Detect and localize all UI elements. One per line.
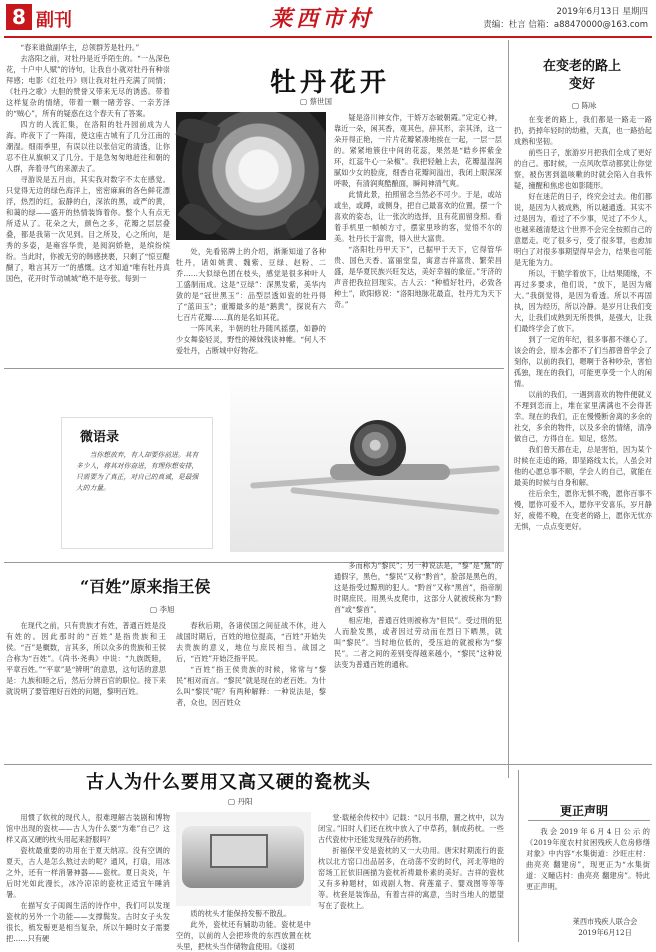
paragraph: 处，先看铭牌上的介绍，渐渐知道了各种牡丹，诸如姚黄、魏紫、豆绿、赵粉、二乔……大似绿色团在枝头，感觉是很多种叶人工盛制而成。这是“豆绿”：深黑发紫，美华内敛的是“冠世黑玉”：品型层透如瓷的牡丹得了“蓝田玉”；重瓣最多的是“鹅黄”，探说有六七百片花瓣……真的是名如其花。 [176,247,326,322]
paragraph: 折福保平安是瓷枕的又一大功用。唐宋时期流行的瓷枕以北方窑口出品居多，在动荡不安的时代，河北等地的窑场工匠依旧画描为瓷枕祈祷最朴素的美好。吉祥的瓷枕又有多种题材，如戏剧人物、荷莲童子、婴戏图等等等等。枕套是装饰品，有着吉祥的寓意，当时当地人的愿望写在了瓷枕上。 [318,846,504,910]
baixing-col-1 [6,620,166,760]
statement-rule [528,820,650,821]
paragraph: 我会2019年6月4日公示的《2019年度农村贫困残疾人危房修缮对象》中内容“水集街道：沙旺庄村：曲亮亮 翻建房”，现更正为“水集街道：义疃店村：曲亮亮 翻建房”。特此更正声明。 [526,827,650,891]
micro-quote-label: 微语录 [80,430,120,445]
peony-author-name: 蔡世国 [309,97,332,106]
paragraph: 堂·载秘余传权中》记载：“以月书鼎，置之枕中，以为闭宝。”旧时人们还在枕中放入了中草药，制成药枕。一些古代瓷枕中还能发现残存的药物。 [318,813,504,844]
paragraph: 好在迷茫的日子，终究会过去。他们都说，是因为人被成熟，所以越通透。其实不过是因为，看过了不少事，见过了不少人，也越来越清楚这个世界不会完全按照自己的意愿走。吃了很多亏，受了很多罪，也愈加明白了对很多事期望得早会力，结果也可能是无能为力。 [514,192,652,267]
peony-col-3 [334,112,502,364]
pillow-panel [210,834,268,868]
pillow-author-name: 丹阳 [237,797,253,806]
header-rule [4,36,652,38]
porcelain-pillow-image [176,812,311,906]
paragraph: 我们曾天都在走，总是害怕，因为某个时候在走追的路，即显路线太长，人虽会对他的心愿总事不顺，学会人的自己，就能在最美的时候与自身和解。 [514,445,652,487]
paragraph: “春来谁做副华主，总领群芳是牡丹。” [20,43,140,52]
aging-body [514,114,652,774]
date-line: 2019年6月13日 星期四 [556,7,648,17]
baixing-title: “百姓”原来指王侯 [80,577,211,596]
paragraph: 去洛阳之前，对牡丹是近乎陌生的。“一丛深色花，十户中人赋”的诗句，让我自小就对牡丹有种崇拜感；电影《红牡丹》则让我对牡丹充满了同情；《牡丹之歌》大胆的赞誉又带来无尽的诱惑。带着这样复杂的情绪，带着一颗一睹芳容、一亲芳泽的“贼心”，所有的疑惑在这个春天有了答案。 [6,54,170,118]
page-number: 8 [6,4,32,30]
paragraph: 瓷枕最重要的功用在于夏天纳凉。没有空调的夏天，古人是怎么熬过去的呢？通风，打扇，用冰之外，还有一样消暑神器——瓷枕。夏日炎炎，午后时光如此漫长，冰冷凉凉的瓷枕正适宜午睡消暑。 [6,846,170,899]
paragraph: 到了一定的年纪，很多事都不继心了。该会的会，原本会都不了们当都曾曾学会了刻你，以前的我们，嗯啊于各种吵杂，害怕孤独，现在的我们，可能更享受一个人的闲情。 [514,335,652,388]
column-divider [518,770,519,942]
paragraph: 多而称为“黎民”；另一种说法是，“黎”是“黧”的通假字，黑色，“黎民”又称“黔首”，脸部是黑色的，这是指受过黥刑的犯人。“黔首”又称“黑首”，指帝制时期庶民。用黑头皮爬巾，这部分人就被统称为“黔首”或“黎首”。 [334,561,502,614]
pillow-col-3 [318,812,504,942]
paragraph: 四方的人流汇集，在洛阳的牡丹园前成为人海。昨夜下了一阵雨，使这座古城有了几分江南的潮湿。细雨季里，有误以往以张信定的清透，让你忍不住从旗帜又了几分。于是急匆匆地赶往和朝的人群，奔着寻气的来源去了。 [6,120,170,173]
statement-org: 莱西市残疾人联合会 [572,917,638,926]
paragraph: 用惯了软枕的现代人，很难理解古装剧和博物馆中出现的瓷枕——古人为什么要“为难”自己？这样又高又硬的枕头用起来舒服吗？ [6,813,170,844]
paragraph: 在变老的路上，我们都是一路走一路扔，扔掉年轻时的幼稚，天真，也一路拾起成熟和坚韧。 [514,115,652,146]
pillow-title: 古人为什么要用又高又硬的瓷枕头 [86,772,371,793]
statement-date: 2019年6月12日 [578,928,632,937]
peony-image [176,112,326,240]
paragraph: 在现代之前，只有贵族才有姓，普通百姓是没有姓的。因此那时的“百姓”是指贵族和王侯。“百”是概数，言其多，所以众多的贵族和王侯合称为“百姓”。《尚书·尧典》中说：“九族既睦，平章百姓。”“平章”是“辨明”的意思，这句话的意思是：九族和睦之后，然后分辨百官的职位。接下来就说明了要管理好百姓的问题，黎明百姓。 [6,621,166,696]
peony-col-1 [6,42,170,364]
aging-author: ▢ 陈咏 [572,101,597,110]
peony-author: ▢ 蔡世国 [300,97,332,106]
pillow-col-2 [176,908,311,951]
leaf [178,198,223,241]
paragraph: 此外，瓷枕还有辅助功能。瓷枕是中空的，以前的人会把珍贵的东西放置在枕头里，把枕头当作储物盒使用。《遂初 [176,920,311,951]
pillow-author: ▢ 丹阳 [228,797,253,806]
paragraph: 此情此景，拍照留念当然必不可少。于是，或站或坐，或蹲，或侧身，把自己最喜欢的位置，摆一个喜欢的姿态，让一张次的选择，且有花面留身照。看着手机里一帧帧方寸，摆家里珍的客，觉悟不尔的美。牡丹长于富贵，得入世大富贵。 [334,190,502,243]
paragraph: 春秋后期，各诸侯国之间征战不休，进入战国时期后，百姓的地位提高，“百姓”开始失去贵族的意义，地位与庶民相当。战国之后，“百姓”开始泛指平民。 [176,621,326,663]
paragraph: 相应地，普通百姓则被称为“但民”。受过刑的犯人而脸发黑，或者因过劳动而在烈日下晒黑，就叫“黎民”。当时地位低的，受压迫的就被称为“黎民”。二者之间的差别变得越来越小，“黎民”这种说法变为普通百姓的通称。 [334,616,502,669]
paragraph: “百姓”指王侯贵族的时候，常常与“黎民”相对而言。“黎民”就是现在的老百姓。为什么叫“黎民”呢？有两种解释：一种说法是，黎者，众也，因百姓众 [176,665,326,707]
leaf [175,114,220,148]
aging-title: 在变老的路上 变好 [542,59,621,92]
baixing-author: ▢ 李旭 [150,605,175,614]
paragraph: 在描写女子闺阁生活的诗作中，我们可以发现瓷枕的另外一个功能——支撑鬓发。古时女子头发很长，梳发髻更是相当复杂，所以午睡时女子需要把……只有硬 [6,901,170,943]
leaf [281,199,327,238]
pillow-col-1 [6,812,170,942]
column-divider [508,40,509,778]
paragraph: 往后余生，愿你无惧不晚，愿你百事不慢，愿你可爱不入，愿你平安喜乐，岁月静好，疲倦不晚，在变老的路上，愿你无忧亦无惧，一点点变更好。 [514,489,652,531]
paragraph: 一阵风来，半朝的牡丹随风摇摆，如静的少女舞姿轻灵，野性的辣妹残谈神帷。“何人不爱牡丹，占断城中好物花。 [176,324,326,355]
editor-line: 责编：杜言 信箱：a88470000@163.com [483,20,648,30]
baixing-col-3 [334,560,502,760]
page-header [0,0,656,38]
section-divider [4,764,652,765]
baixing-author-name: 李旭 [159,605,175,614]
paragraph: 寻游说是五月亩，其实我对数字不太在感觉。只觉得无边的绿色海洋上，密密麻麻的各色鲜花漂浮，热烈的红，寂静的白，深浓的黑，或严的黄，和蔼的绿——盛开的热情装饰着你。整个人有点无所适从了。花朵之大，颜色之多，花瓣之层层叠叠，都是我第一次见到。目之所及，心之所向，是秀的多姿，是雍容华贵，是阅润娇艳，是缤纷缤纷。当此时，你被无穷的韩感挟裹，只剩了“惊豆醍醐了，唯言其万一”的感慨。这才知道“唯有牡丹真国色，花开时节动城城”绝不是夸张。每到一 [6,175,170,283]
paragraph: 质的枕头才能保持发髻不散乱。 [190,909,292,918]
paragraph: “洛阳牡丹甲天下”，已据甲于天下，它得管华贵、国色天香、富丽堂皇，寓意吉祥富贵、繁荣昌盛，是华夏民族兴旺发达，美好幸福的象征。”牙济的声音把我拉回现实，古人云：“种植好牡丹，必致各种土”，欧阳修说：“洛阳地脉花最直，牡丹尤为天下奇。” [334,245,502,309]
statement-signature [560,916,650,938]
stem [290,487,499,515]
snail-shell [350,420,406,476]
peony-col-2 [176,246,326,364]
aging-author-name: 陈咏 [581,101,597,110]
micro-quote-text: 当你想放弃，有人却要你前进。其有多少人，将其对你奋进，有理你想安排，只需要为了真正，对自己的真诚，是最强大的力量。 [76,451,199,492]
section-title: 副刊 [36,10,72,31]
section-divider [4,368,504,369]
peony-title: 牡丹花开 [270,68,391,98]
paragraph: 以前的我们，一遇到喜欢的物件便就义不理到恋而上，堆在家里满满也不会得甚幸。现在的我们，正在慢慢断舍离的多余的社交，多余的物件，以及多余的情绪，清净做自己，方得自在。知足，悠然。 [514,390,652,443]
snail-image [230,372,504,552]
paragraph: 所以，干脆学着放下，让结果随缘，不再过多要求，他们说，“放下，是因为痛大。”我倒觉得，是因为看透。所以不再固执，因为经历，所以冷静。是岁月让我们变大，让我们成熟到无所畏惧，是强大，让我们最终学会了放下。 [514,269,652,333]
paragraph: 前些日子，旅游岁月把我们全成了更好的自己。那时候，一点风吹草动都犹让你觉察，被伤害到温咳嗽的时就会陷入自我怀疑，撞醒和焦虑也如影随形。 [514,148,652,190]
baixing-col-2 [176,620,326,760]
header-info [483,6,648,32]
statement-body [526,826,650,914]
paragraph: 疑是洛川神女作，干娇万态破朝霞。”定定心神，靠近一朵，闲其香，观其色，辞其形，亲其泽，这一朵开得正艳，一片片花瓣紧凑地挨在一起，一层一层的。紧紧地簇住中间的花蕊，果然是“皓乡挥紫金环，红蕊牛心一朵椒”。我把轻触上去，花瓣温湿润腻如少女的脸庞，细香自花瓣间溢出，我闭上眼深深呼吸，有清润爽酷酿面，瞬间神清气爽。 [334,113,502,188]
statement-title: 更正声明 [560,804,609,818]
masthead: 莱西市村 [270,6,375,32]
